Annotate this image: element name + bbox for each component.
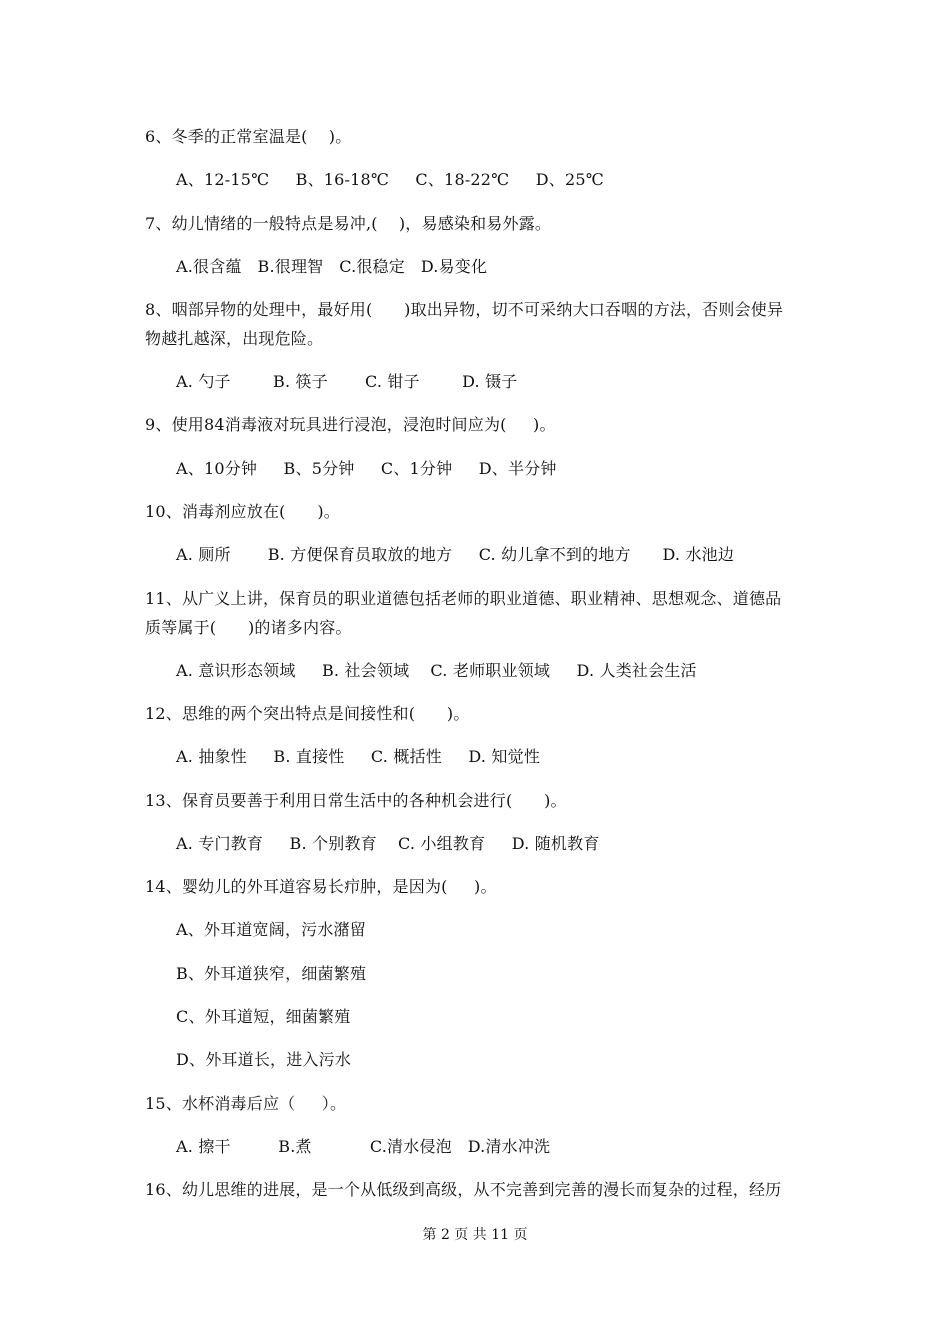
question-14-option-a: A、外耳道宽阔，污水潴留 bbox=[176, 920, 366, 939]
question-14-stem: 14、婴幼儿的外耳道容易长疖肿，是因为( )。 bbox=[145, 877, 497, 896]
question-9-stem: 9、使用84消毒液对玩具进行浸泡，浸泡时间应为( )。 bbox=[145, 415, 556, 434]
question-6-options: A、12-15℃ B、16-18℃ C、18-22℃ D、25℃ bbox=[176, 170, 604, 189]
question-13-stem: 13、保育员要善于利用日常生活中的各种机会进行( )。 bbox=[145, 791, 567, 810]
question-10-options: A. 厕所 B. 方便保育员取放的地方 C. 幼儿拿不到的地方 D. 水池边 bbox=[176, 545, 735, 564]
question-11-stem: 11、从广义上讲，保育员的职业道德包括老师的职业道德、职业精神、思想观念、道德品 bbox=[145, 589, 782, 608]
question-8-stem: 8、咽部异物的处理中，最好用( )取出异物，切不可采纳大口吞咽的方法，否则会使异 bbox=[145, 300, 784, 319]
page-footer: 第 2 页 共 11 页 bbox=[422, 1227, 528, 1243]
question-16-stem: 16、幼儿思维的进展，是一个从低级到高级，从不完善到完善的漫长而复杂的过程，经历 bbox=[145, 1180, 782, 1199]
question-8-options: A. 勺子 B. 筷子 C. 钳子 D. 镊子 bbox=[176, 372, 518, 391]
question-11-stem-cont: 质等属于( )的诸多内容。 bbox=[145, 618, 352, 637]
question-12-stem: 12、思维的两个突出特点是间接性和( )。 bbox=[145, 704, 470, 723]
question-6-stem: 6、冬季的正常室温是( )。 bbox=[145, 127, 352, 146]
question-8-stem-cont: 物越扎越深，出现危险。 bbox=[145, 329, 324, 348]
question-14-option-b: B、外耳道狭窄，细菌繁殖 bbox=[176, 964, 367, 983]
question-7-stem: 7、幼儿情绪的一般特点是易冲,( )，易感染和易外露。 bbox=[145, 214, 552, 233]
question-11-options: A. 意识形态领域 B. 社会领域 C. 老师职业领域 D. 人类社会生活 bbox=[176, 661, 697, 680]
question-7-options: A.很含蕴 B.很理智 C.很稳定 D.易变化 bbox=[176, 257, 488, 276]
question-14-option-c: C、外耳道短，细菌繁殖 bbox=[176, 1007, 351, 1026]
question-13-options: A. 专门教育 B. 个别教育 C. 小组教育 D. 随机教育 bbox=[176, 834, 600, 853]
question-15-stem: 15、水杯消毒后应（ ）。 bbox=[145, 1094, 347, 1113]
question-12-options: A. 抽象性 B. 直接性 C. 概括性 D. 知觉性 bbox=[176, 747, 541, 766]
question-10-stem: 10、消毒剂应放在( )。 bbox=[145, 502, 340, 521]
question-15-options: A. 擦干 B.煮 C.清水侵泡 D.清水冲洗 bbox=[176, 1137, 551, 1156]
question-14-option-d: D、外耳道长，进入污水 bbox=[176, 1050, 352, 1069]
question-9-options: A、10分钟 B、5分钟 C、1分钟 D、半分钟 bbox=[176, 459, 557, 478]
